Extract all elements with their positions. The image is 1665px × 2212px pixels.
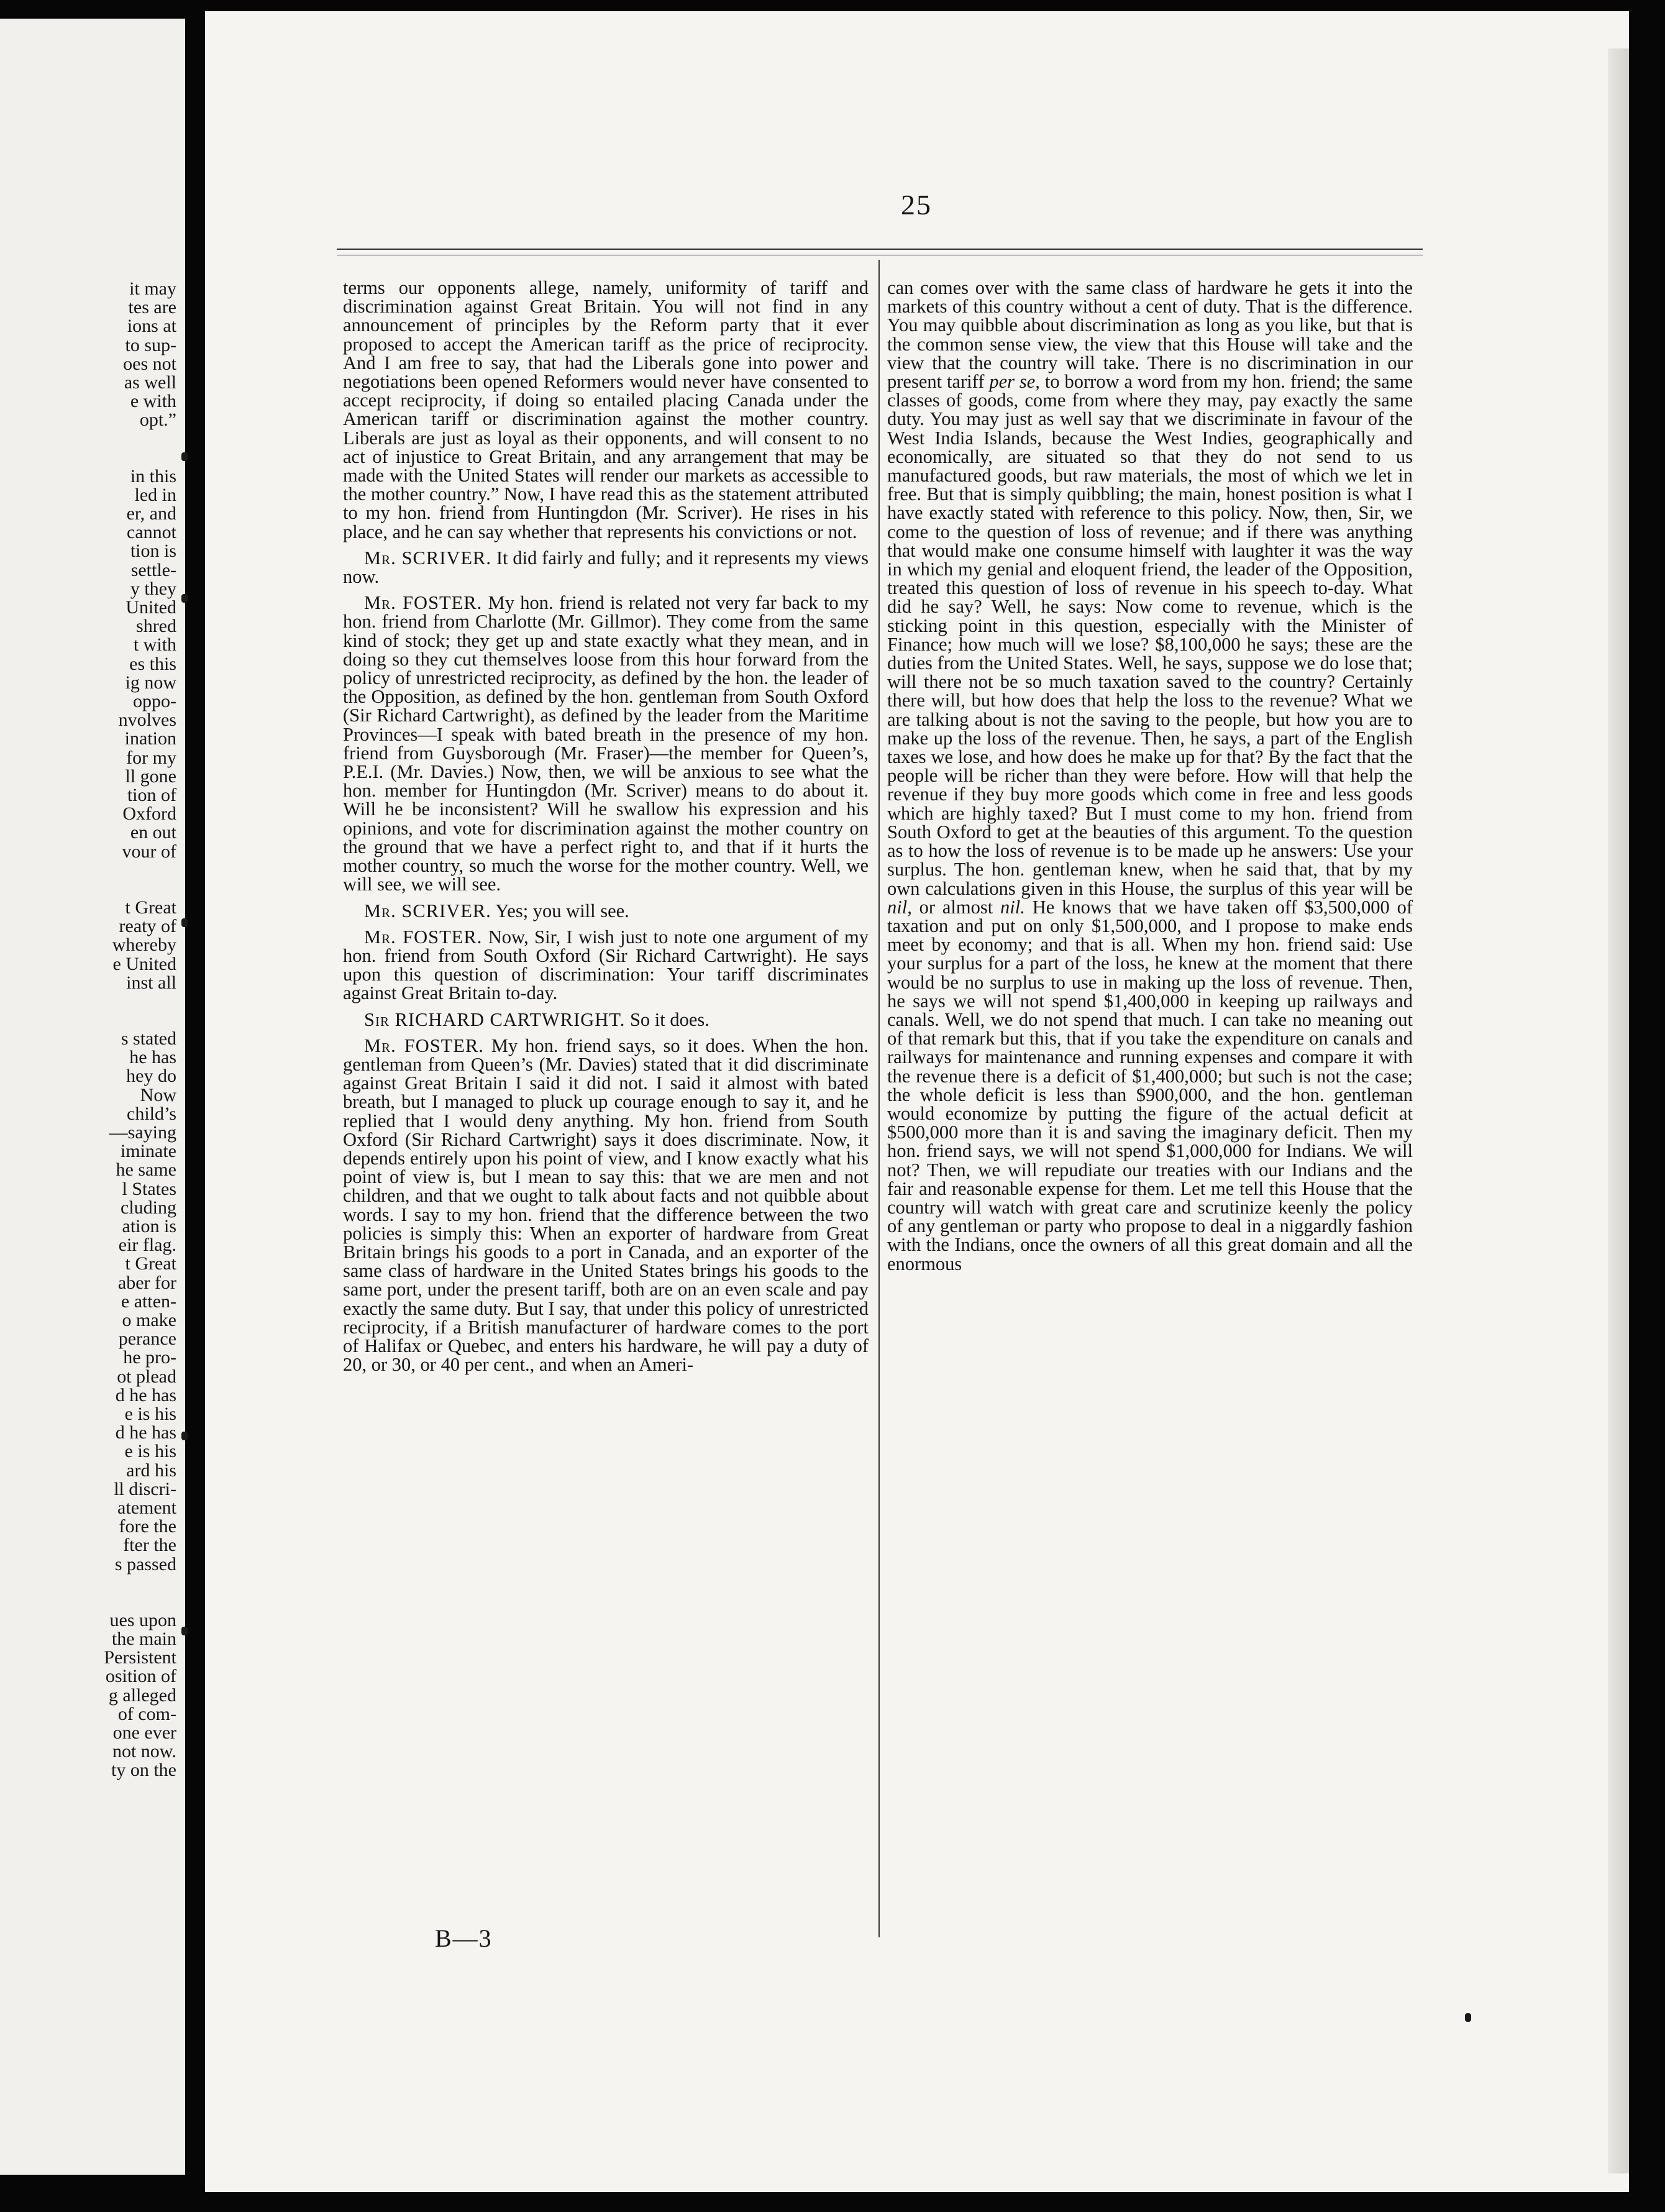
previous-page-text <box>0 280 185 1780</box>
speaker-name: Mr. FOSTER. <box>364 1035 484 1056</box>
text-fragment: whereby <box>112 935 176 956</box>
text-fragment: er, and <box>126 503 176 524</box>
text-fragment: e is his <box>124 1441 176 1462</box>
text-fragment: tes are <box>128 297 176 318</box>
margin-speck <box>181 452 188 461</box>
text-fragment: d he has <box>115 1422 176 1443</box>
text-fragment: Oxford <box>122 803 176 825</box>
text-fragment: ard his <box>126 1460 176 1481</box>
text-fragment: t Great <box>125 897 176 918</box>
text-fragment: vour of <box>122 841 176 862</box>
text-fragment: e atten- <box>121 1291 176 1312</box>
text-fragment: e with <box>130 391 176 412</box>
text-fragment: aber for <box>117 1272 176 1293</box>
right-column <box>887 278 1413 1273</box>
text-fragment: t with <box>133 634 176 656</box>
text-fragment: ll discri- <box>114 1478 176 1499</box>
text-fragment: Persistent <box>104 1647 176 1668</box>
text-fragment: he has <box>129 1047 176 1068</box>
document-page <box>205 11 1629 2192</box>
text-fragment: l States <box>122 1178 176 1199</box>
text-fragment: ation is <box>122 1215 176 1236</box>
text-fragment: t Great <box>125 1253 176 1274</box>
italic-term: nil. <box>1000 896 1025 918</box>
text-fragment: perance <box>118 1328 176 1350</box>
text-fragment: of com- <box>117 1703 176 1724</box>
speech-text: Yes; you will see. <box>495 900 629 921</box>
text-fragment: ination <box>124 728 176 749</box>
text-fragment: cluding <box>121 1197 176 1218</box>
speaker-name: Sir RICHARD CARTWRIGHT. <box>364 1008 626 1030</box>
text-fragment: y they <box>130 578 176 599</box>
page-number: 25 <box>901 189 932 221</box>
text-fragment: en out <box>130 822 176 843</box>
text-fragment: not now. <box>112 1741 176 1762</box>
speech-text: It did fairly and fully; and it represents my views now. <box>343 547 869 588</box>
paragraph <box>343 902 869 920</box>
margin-speck <box>181 1627 188 1635</box>
text-fragment: g alleged <box>108 1684 176 1706</box>
text-fragment: opt.” <box>139 409 176 431</box>
text-fragment: iminate <box>121 1141 176 1162</box>
text-fragment: s passed <box>114 1553 176 1574</box>
text-fragment: settle- <box>130 559 176 580</box>
paragraph <box>343 928 869 1003</box>
speech-text: He knows that we have taken off $3,500,000 of taxation and put on only $1,500,000, and I propose to make ends meet by economy; and that is all. When my hon. friend said: Use your surplus for a part of the loss, he knew at the moment that there would be no surplus to use in making up the loss of revenue. Then, he says we will not spend $1,400,000 in keeping up railways and canals. Well, we do not spend that much. I can take no meaning out of that remark but this, that if you take the expenditure on canals and railways for maintenance and running expenses and compare it with the revenue there is a deficit of $1,400,000; but such is not the case; the whole deficit is less than $900,000, and the hon. gentleman would economize by putting the figure of the actual deficit at $500,000 more than it is and saving the imaginary deficit. Then my hon. friend says, we will not spend $1,000,000 for Indians. We will not? Then, we will repudiate our treaties with our Indians and the fair and reasonable expense for them. Let me tell this House that the country will watch with great care and scrutinize keenly the policy of any gentleman or party who propose to deal in a niggardly fashion with the Indians, once the owners of all this great domain and all the enormous <box>887 896 1413 1274</box>
text-fragment: for my <box>126 747 176 768</box>
paragraph <box>887 278 1413 1273</box>
margin-speck <box>181 918 188 927</box>
text-fragment <box>0 1574 185 1611</box>
margin-speck <box>181 594 188 603</box>
header-rule <box>337 249 1423 250</box>
speech-text: or almost <box>919 896 993 918</box>
column-divider <box>878 260 880 1937</box>
text-fragment: ions at <box>127 316 176 337</box>
text-fragment: fter the <box>123 1535 176 1556</box>
speech-text: can comes over with the same class of hardware he gets it into the markets of this country without a cent of duty. That is the difference. You may quibble about discrimination as long as you like, but that is the common sense view, the view that this House will take and the view that the country will take. There is no discrimination in our present tariff <box>887 277 1413 393</box>
text-fragment: it may <box>129 278 176 299</box>
text-fragment: s stated <box>121 1028 176 1049</box>
signature-mark: B—3 <box>435 1924 493 1952</box>
speaker-name: Mr. SCRIVER. <box>364 900 491 921</box>
text-fragment: fore the <box>119 1516 176 1537</box>
italic-term: nil, <box>887 896 912 918</box>
italic-term: per se, <box>989 371 1040 393</box>
speech-text: My hon. friend says, so it does. When the hon. gentleman from Queen’s (Mr. Davies) stated that it did discriminate against Great Britain I said it did not. I said it almost with bated breath, but I managed to pluck up courage enough to say it, and he replied that I would deny anything. My hon. friend from South Oxford (Sir Richard Cartwright) says it does discriminate. Now, it depends entirely upon his point of view, and I know exactly what his point of view is, but I mean to say this: that we are men and not children, and that we ought to talk about facts and not quibble about words. I say to my hon. friend that the difference between the two policies is simply this: When an exporter of hardware from Great Britain brings his goods to a port in Canada, and an exporter of the same class of hardware in the United States brings his goods to the same port, under the present tariff, both are on an even scale and pay exactly the same duty. But I say, that under this policy of unrestricted reciprocity, if a British manufacturer of hardware comes to the port of Halifax or Quebec, and enters his hardware, he will pay a duty of 20, or 30, or 40 per cent., and when an Ameri- <box>343 1035 869 1376</box>
text-fragment: cannot <box>127 522 176 543</box>
text-fragment: oes not <box>123 353 176 374</box>
speech-text: to borrow a word from my hon. friend; the same classes of goods, come from where they may, pay exactly the same duty. You may just as well say that we discriminate in favour of the West India Islands, because the West Indies, geographically and economically, are situated so that they do not send to us manufactured goods, but raw materials, the most of which we let in free. But that is simply quibbling; the main, honest position is what I have exactly stated with reference to this policy. Now, then, Sir, we come to the question of loss of revenue; and if there was anything that would make one consume himself with laughter it was the way in which my genial and eloquent friend, the leader of the Opposition, treated this question of loss of revenue in his speech to-day. What did he say? Well, he says: Now come to revenue, which is the sticking point in this question, especially with the Minister of Finance; how much will we lose? $8,100,000 he says; these are the duties from the United States. Well, he says, suppose we do lose that; will there not be so much taxation saved to the country? Certainly there will, but how does that help the loss to the revenue? What we are talking about is not the saving to the people, but how you are to make up the loss of the revenue. Then, he says, a part of the English taxes we lose, and how does he make up for that? By the fact that the people will be richer than they were before. How will that help the revenue if they buy more goods which come in free and less goods which are highly taxed? But I must come to my hon. friend from South Oxford to get at the beauties of this argument. To the question as to how the loss of revenue is to be made up he answers: Use your surplus. The hon. gentleman knew, when he said that, that by my own calculations given in this House, the surplus of this year will be <box>887 371 1413 899</box>
text-fragment <box>0 861 185 898</box>
previous-page-fragment <box>0 19 185 2175</box>
text-fragment: one ever <box>112 1722 176 1744</box>
text-fragment: in this <box>130 465 176 487</box>
text-fragment: he same <box>116 1159 176 1181</box>
left-column <box>343 278 869 1374</box>
speaker-name: Mr. SCRIVER. <box>364 547 492 569</box>
paragraph <box>343 1010 869 1029</box>
text-fragment: United <box>125 597 176 618</box>
speech-text: Now, Sir, I wish just to note one argument of my hon. friend from South Oxford (Sir Richard Cartwright). He says upon this question of discrimination: Your tariff discriminates against Great Britain to-day. <box>343 926 869 1004</box>
speaker-name: Mr. FOSTER. <box>364 592 483 614</box>
margin-speck <box>1465 2013 1471 2022</box>
paragraph <box>343 549 869 586</box>
text-fragment: ll gone <box>125 766 176 787</box>
speech-text: My hon. friend is related not very far back to my hon. friend from Charlotte (Mr. Gillmor). They come from the same kind of stock; they get up and state exactly what they mean, and in doing so they cut themselves loose from this hour forward from the policy of unrestricted reciprocity, as defined by the hon. the leader of the Opposition, as defined by the hon. gentleman from South Oxford (Sir Richard Cartwright), as defined by the leader from the Maritime Provinces—I speak with bated breath in the presence of my hon. friend from Guysborough (Mr. Fraser)—the member for Queen’s, P.E.I. (Mr. Davies.) Now, then, we will be anxious to see what the hon. member for Huntingdon (Mr. Scriver) means to do about it. Will he be inconsistent? Will he swallow his expression and his opinions, and vote for discrimination against the mother country on the ground that we have a perfect right to, and that if it hurts the mother country, so much the worse for the mother country. Well, we will see, we will see. <box>343 592 869 895</box>
page-edge-shadow <box>1608 48 1629 2173</box>
text-fragment: he pro- <box>123 1347 176 1368</box>
text-fragment: atement <box>117 1497 176 1518</box>
text-fragment: as well <box>124 372 176 393</box>
text-fragment: the main <box>111 1629 176 1649</box>
text-fragment: ues upon <box>109 1609 176 1630</box>
margin-speck <box>181 1432 188 1440</box>
text-fragment: hey do <box>126 1066 176 1087</box>
text-fragment: ty on the <box>111 1760 176 1781</box>
text-fragment: nvolves <box>118 710 176 731</box>
text-fragment: tion of <box>127 785 176 806</box>
paragraph <box>343 1036 869 1374</box>
text-fragment: oppo- <box>133 691 176 712</box>
text-fragment <box>0 992 185 1030</box>
speaker-name: Mr. FOSTER. <box>364 926 483 948</box>
text-fragment: d he has <box>115 1384 176 1405</box>
text-fragment: e is his <box>124 1403 176 1424</box>
speech-text: So it does. <box>629 1008 709 1030</box>
text-fragment: inst all <box>126 972 176 993</box>
text-fragment: shred <box>136 616 176 637</box>
text-fragment: osition of <box>105 1666 176 1687</box>
text-fragment: child’s <box>127 1103 176 1124</box>
text-fragment: reaty of <box>119 916 176 937</box>
text-fragment: Now <box>140 1084 176 1105</box>
text-fragment: e United <box>112 953 176 974</box>
text-fragment: eir flag. <box>118 1235 176 1256</box>
text-fragment: ig now <box>125 672 176 693</box>
text-fragment <box>0 430 185 467</box>
text-fragment: es this <box>129 653 176 674</box>
text-fragment: o make <box>122 1309 176 1330</box>
text-fragment: —saying <box>109 1122 176 1143</box>
text-fragment: tion is <box>130 541 176 562</box>
text-fragment: to sup- <box>125 334 176 355</box>
text-fragment: led in <box>134 484 176 505</box>
text-fragment: ot plead <box>117 1366 176 1387</box>
paragraph <box>343 593 869 893</box>
paragraph: terms our opponents allege, namely, uniformity of tariff and discrimination against Great Britain. You will not find in any announcement of principles by the Reform party that it ever proposed to accept the American tariff as the price of reciprocity. And I am free to say, that had the Liberals gone into power and negotiations been opened Reformers would never have consented to accept reciprocity, if doing so entailed placing Canada under the American tariff or discrimination against the mother country. Liberals are just as loyal as their opponents, and will consent to no act of injustice to Great Britain, and any arrangement that may be made with the United States will render our markets as accessible to the mother country.” Now, I have read this as the statement attributed to my hon. friend from Huntingdon (Mr. Scriver). He rises in his place, and he can say whether that represents his convictions or not. <box>343 277 869 542</box>
